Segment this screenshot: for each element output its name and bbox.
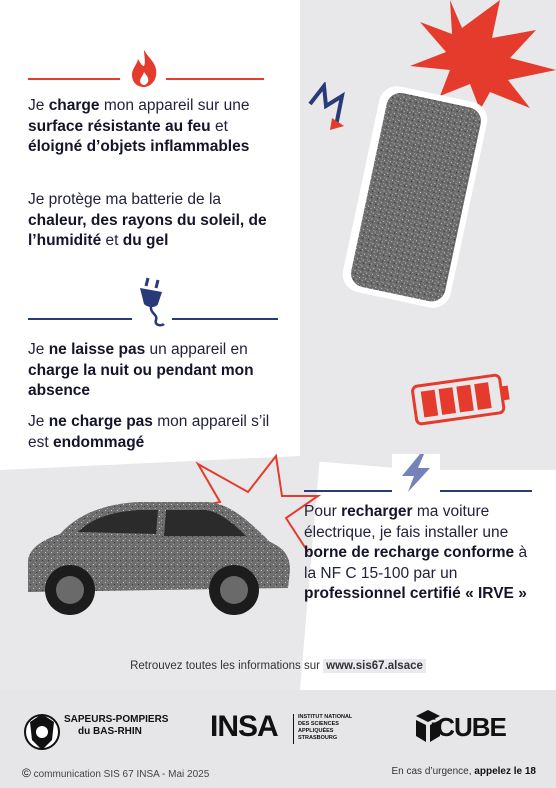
info-line: Retrouvez toutes les informations sur www.sis67.alsace [0, 660, 556, 672]
plug-icon [134, 276, 170, 330]
insa-divider [293, 714, 294, 744]
emergency-call: En cas d’urgence, appelez le 18 [391, 766, 536, 777]
sdis67-logo-icon [22, 710, 62, 754]
battery-icon [406, 368, 518, 428]
car-illustration [8, 490, 298, 622]
footer [0, 690, 556, 788]
sdis67-name: SAPEURS-POMPIERS du BAS-RHIN [64, 714, 169, 737]
fire-paragraph-1: Je charge mon appareil sur une surface résistante au feu et éloigné d’objets inflammables [28, 97, 250, 155]
copyright: © communication SIS 67 INSA - Mai 2025 [22, 766, 210, 780]
website-link[interactable]: www.sis67.alsace [323, 659, 426, 673]
flame-icon [128, 48, 160, 88]
lightning-icon [398, 452, 434, 494]
car-paragraph: Pour recharger ma voiture électrique, je fais installer une borne de recharge conforme à la NF C 15-100 par un professionnel certifié « IRVE » [304, 503, 528, 602]
plug-paragraph-1: Je ne laisse pas un appareil en charge la nuit ou pendant mon absence [28, 341, 254, 399]
insa-logo: INSA [210, 710, 278, 743]
icube-logo: iCUBE [430, 712, 506, 742]
insa-subtitle: INSTITUT NATIONAL DES SCIENCES APPLIQUÉES STRASBOURG [298, 714, 353, 741]
fire-paragraph-2: Je protège ma batterie de la chaleur, des rayons du soleil, de l’humidité et du gel [28, 191, 267, 249]
lightning-icon-navy [306, 82, 351, 132]
plug-paragraph-2: Je ne charge pas mon appareil s’il est endommagé [28, 413, 270, 451]
